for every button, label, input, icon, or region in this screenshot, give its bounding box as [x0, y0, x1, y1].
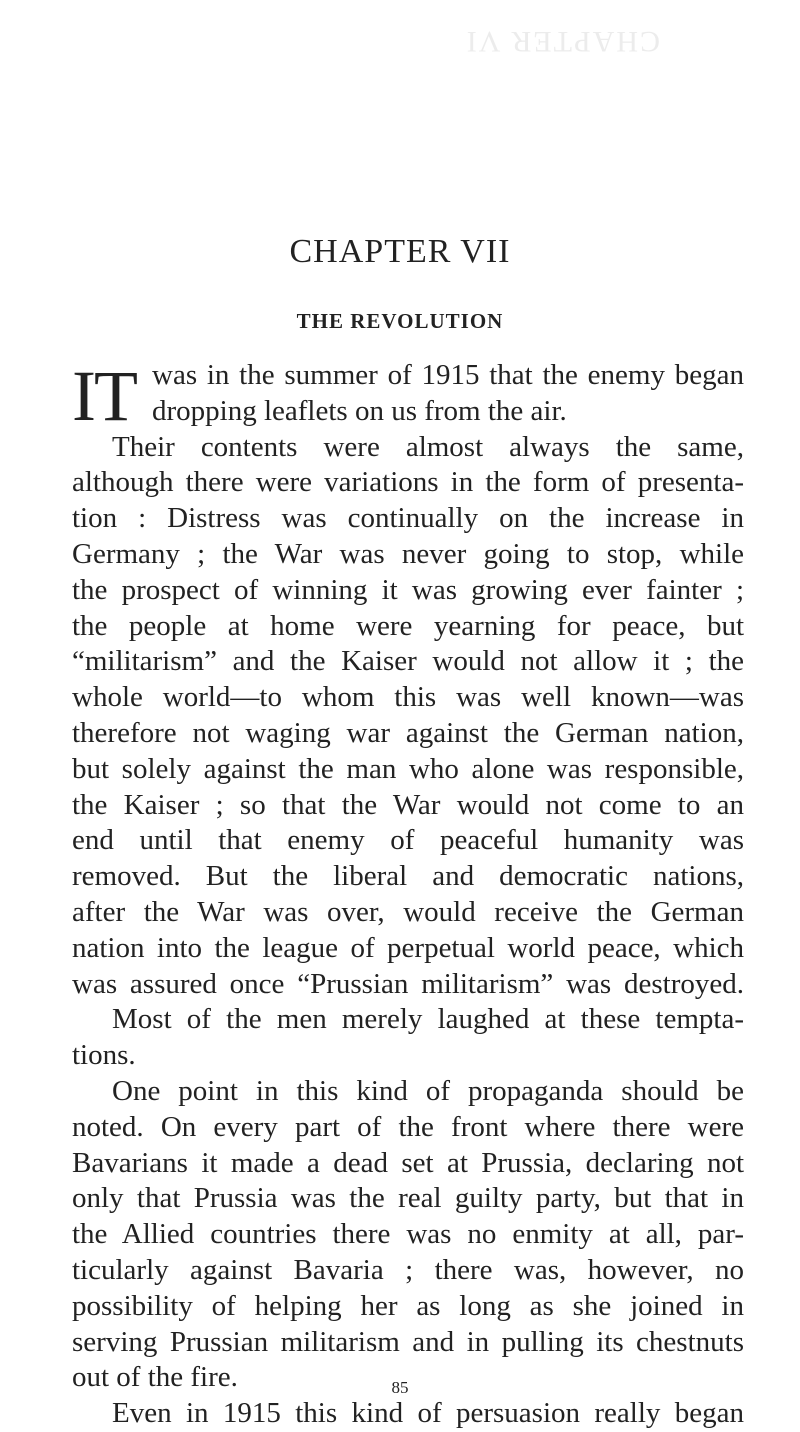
text-line: whole world—to whom this was well known—was — [72, 681, 744, 714]
text-line: nation into the league of perpetual world peace, which — [72, 931, 744, 964]
text-line: was in the summer of 1915 that the enemy began — [152, 359, 744, 391]
text-line: Germany ; the War was never going to stop, while — [72, 537, 744, 570]
chapter-subtitle: THE REVOLUTION — [296, 309, 504, 333]
text-line: the prospect of winning it was growing ever fainter ; — [72, 573, 744, 606]
drop-cap: IT — [72, 356, 136, 436]
text-line: removed. But the liberal and democratic nations, — [72, 860, 744, 893]
page-number: 85 — [391, 1378, 409, 1397]
text-line: serving Prussian militarism and in pulling its chestnuts — [72, 1325, 744, 1358]
text-line: the people at home were yearning for peace, but — [72, 609, 744, 642]
chapter-heading: CHAPTER VII — [289, 233, 511, 270]
text-line: ticularly against Bavaria ; there was, however, no — [72, 1253, 744, 1286]
text-line: the Allied countries there was no enmity at all, par- — [72, 1218, 744, 1251]
text-line: dropping leaflets on us from the air. — [152, 394, 567, 427]
text-line: out of the fire. — [72, 1361, 238, 1394]
text-line: after the War was over, would receive the German — [72, 895, 744, 928]
show-through-heading: CHAPTER VI — [464, 25, 660, 58]
text-line: but solely against the man who alone was responsible, — [72, 752, 744, 785]
text-line: the Kaiser ; so that the War would not come to an — [72, 788, 744, 821]
text-line: end until that enemy of peaceful humanity was — [72, 824, 744, 857]
text-line: Bavarians it made a dead set at Prussia, declaring not — [72, 1146, 744, 1179]
text-line: possibility of helping her as long as she joined in — [72, 1289, 744, 1322]
text-line: therefore not waging war against the German nation, — [72, 716, 744, 749]
text-line: although there were variations in the form of presenta- — [72, 466, 744, 499]
text-line: “militarism” and the Kaiser would not allow it ; the — [72, 645, 744, 678]
text-line: Even in 1915 this kind of persuasion really began — [112, 1397, 744, 1430]
text-line: One point in this kind of propaganda should be — [112, 1074, 744, 1107]
text-line: tions. — [72, 1039, 136, 1072]
text-line: was assured once “Prussian militarism” was destroyed. — [72, 967, 744, 1000]
text-line: only that Prussia was the real guilty party, but that in — [72, 1182, 744, 1215]
text-line: tion : Distress was continually on the increase in — [72, 502, 744, 535]
text-line: noted. On every part of the front where there were — [72, 1110, 744, 1143]
text-line: Most of the men merely laughed at these tempta- — [112, 1003, 744, 1036]
body-text — [72, 358, 744, 1432]
text-line: Their contents were almost always the same, — [112, 430, 744, 463]
